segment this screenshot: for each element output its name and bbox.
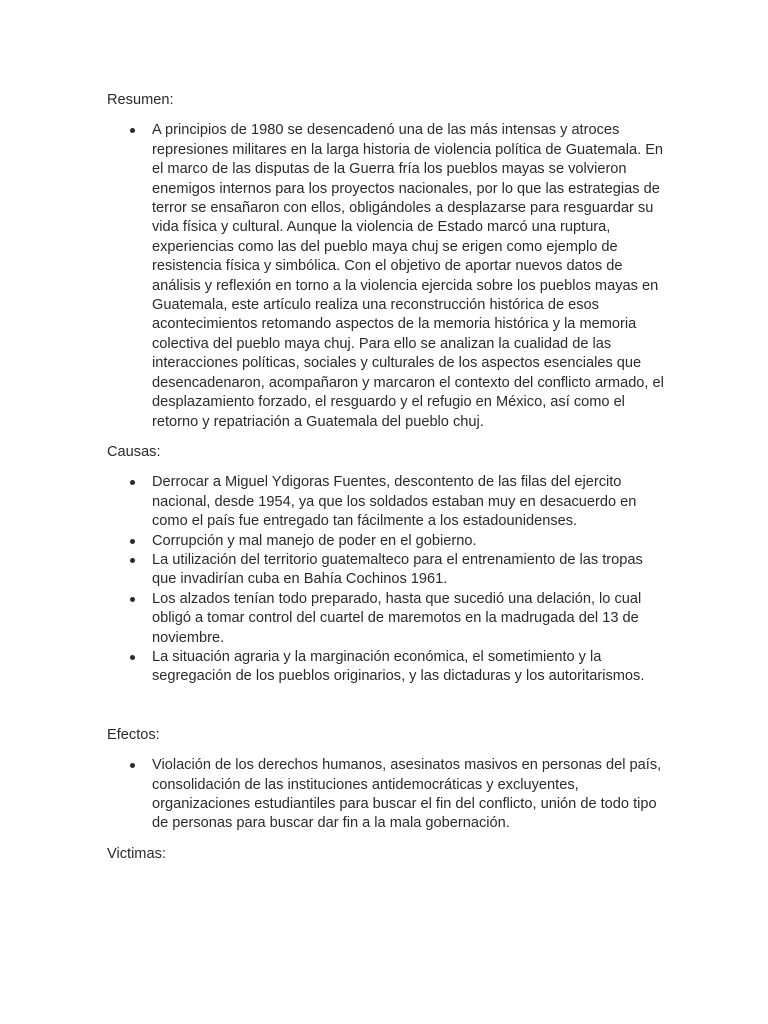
list-item-text: Derrocar a Miguel Ydigoras Fuentes, descontento de las filas del ejercito nacional, desde 1954, ya que los soldados estaban muy en desacuerdo en como el país fue entregado tan fácilmente a los estadounidenses. [152,474,637,530]
bullet-icon [130,128,135,133]
list-item [152,121,667,432]
bullet-icon [130,655,135,660]
bullet-icon [130,558,135,563]
list-item [152,590,667,648]
list-item [152,756,667,834]
bullet-list-efectos [107,756,667,834]
bullet-icon [130,539,135,544]
section-heading-victimas: Victimas: [107,845,166,862]
bullet-list-resumen [107,121,667,432]
document-page [107,91,667,864]
list-item [152,473,667,531]
section-heading-resumen: Resumen: [107,92,174,108]
list-item-text: Corrupción y mal manejo de poder en el gobierno. [152,532,477,549]
list-item-text: La situación agraria y la marginación económica, el sometimiento y la segregación de los pueblos originarios, y las dictaduras y los autoritarismos. [152,648,645,685]
bullet-icon [130,597,135,602]
section-heading-efectos: Efectos: [107,726,160,743]
list-item-text: Violación de los derechos humanos, asesinatos masivos en personas del país, consolidación de las instituciones antidemocráticas y excluyentes, organizaciones estudiantiles para buscar el fin del conflicto, unión de todo tipo de personas para buscar dar fin a la mala gobernación. [152,757,662,832]
list-item-text: La utilización del territorio guatemalteco para el entrenamiento de las tropas que invadirían cuba en Bahía Cochinos 1961. [152,551,643,588]
bullet-icon [130,480,135,485]
list-item [152,648,667,687]
list-item [152,551,667,590]
bullet-icon [130,763,135,768]
section-heading-causas: Causas: [107,443,161,460]
list-item-text: A principios de 1980 se desencadenó una de las más intensas y atroces represiones militares en la larga historia de violencia política de Guatemala. En el marco de las disputas de la Guerra fría los pueblos mayas se volvieron enemigos internos para los proyectos nacionales, por lo que las estrategias de terror se ensañaron con ellos, obligándoles a desplazarse para resguardar su vida física y cultural. Aunque la violencia de Estado marcó una ruptura, experiencias como las del pueblo maya chuj se erigen como ejemplo de resistencia física y simbólica. Con el objetivo de aportar nuevos datos de análisis y reflexión en torno a la violencia ejercida sobre los pueblos mayas en Guatemala, este artículo realiza una reconstrucción histórica de esos acontecimientos retomando aspectos de la memoria histórica y la memoria colectiva del pueblo maya chuj. Para ello se analizan la cualidad de las interacciones políticas, sociales y culturales de los aspectos esenciales que desencadenaron, acompañaron y marcaron el contexto del conflicto armado, el desplazamiento forzado, el resguardo y el refugio en México, así como el retorno y repatriación a Guatemala del pueblo chuj. [152,122,664,430]
list-item [152,532,667,551]
bullet-list-causas [107,473,667,686]
list-item-text: Los alzados tenían todo preparado, hasta que sucedió una delación, lo cual obligó a tomar control del cuartel de maremotos en la madrugada del 13 de noviembre. [152,590,642,646]
